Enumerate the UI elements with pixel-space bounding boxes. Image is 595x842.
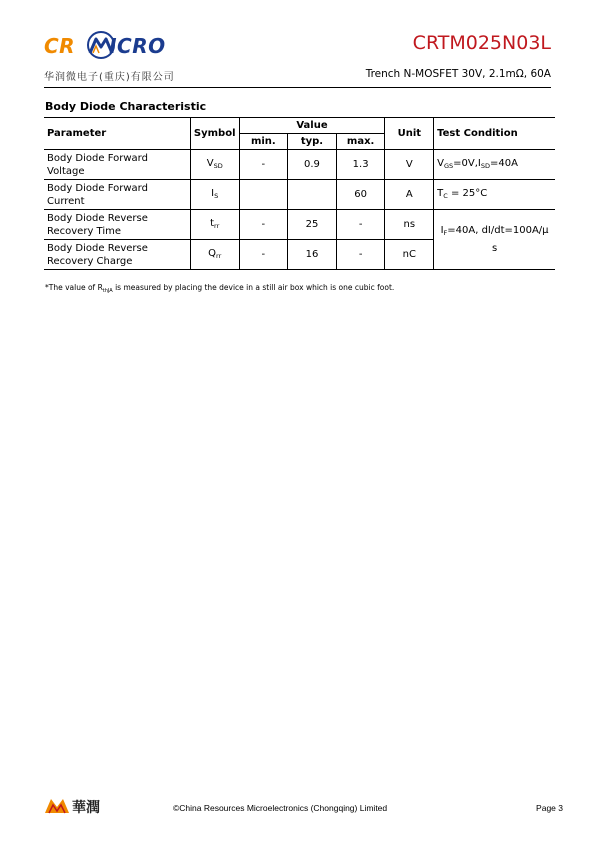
table-row — [44, 210, 555, 240]
cell-condition: $T_C = 25^\circ C$ — [434, 180, 555, 210]
cell-typ: 16 — [288, 240, 337, 270]
header-divider — [44, 87, 551, 88]
section-title: Body Diode Characteristic — [45, 100, 207, 113]
cell-condition: $I_F=40A$, dI/dt=100A/μ s — [434, 210, 555, 270]
header-symbol: Symbol — [190, 118, 239, 150]
cell-unit: V — [385, 150, 434, 180]
spec-table — [44, 117, 555, 270]
document-title: CRTM025N03L — [412, 32, 551, 54]
cell-max: 1.3 — [336, 150, 385, 180]
cell-typ: 0.9 — [288, 150, 337, 180]
cell-parameter: Body Diode Forward Current — [44, 180, 190, 210]
page-number: Page 3 — [536, 803, 563, 813]
logo-cr-text: CR — [44, 34, 76, 58]
cell-min: - — [239, 240, 288, 270]
cell-symbol: $t_{rr}$ — [190, 210, 239, 240]
cell-parameter: Body Diode Forward Voltage — [44, 150, 190, 180]
footer-logo — [44, 794, 104, 816]
cell-parameter: Body Diode Reverse Recovery Time — [44, 210, 190, 240]
header-typ: typ. — [288, 134, 337, 150]
cell-symbol: $I_S$ — [190, 180, 239, 210]
company-logo — [44, 30, 184, 62]
cell-symbol: $Q_{rr}$ — [190, 240, 239, 270]
document-subtitle: Trench N-MOSFET 30V, 2.1mΩ, 60A — [365, 68, 551, 80]
footer-company: ©China Resources Microelectronics (Chongqing) Limited — [173, 803, 388, 813]
header-value: Value — [239, 118, 385, 134]
logo-micro-text: ICRO — [109, 34, 166, 58]
footer-logo-text: 華潤 — [72, 800, 100, 816]
header-min: min. — [239, 134, 288, 150]
table-header-row — [44, 118, 555, 134]
cell-max: - — [336, 210, 385, 240]
page-header — [44, 30, 551, 90]
cell-condition: $V_{GS}=0V,I_{SD}=40A$ — [434, 150, 555, 180]
page-footer — [44, 794, 563, 818]
cell-symbol: $V_{SD}$ — [190, 150, 239, 180]
cell-typ: 25 — [288, 210, 337, 240]
cell-min: - — [239, 210, 288, 240]
cell-max: 60 — [336, 180, 385, 210]
table-row — [44, 180, 555, 210]
logo-m-icon — [84, 31, 118, 59]
footer-logo-icon — [44, 795, 70, 815]
cell-unit: ns — [385, 210, 434, 240]
cell-min: - — [239, 150, 288, 180]
cell-typ — [288, 180, 337, 210]
cell-unit: nC — [385, 240, 434, 270]
footnote: *The value of $R_{thJA}$ is measured by placing the device in a still air box which is one cubic foot. — [45, 283, 395, 294]
cell-unit: A — [385, 180, 434, 210]
header-test-condition: Test Condition — [434, 118, 555, 150]
cell-min — [239, 180, 288, 210]
cell-max: - — [336, 240, 385, 270]
company-name-chinese: 华润微电子(重庆)有限公司 — [44, 72, 175, 83]
header-max: max. — [336, 134, 385, 150]
table-row — [44, 150, 555, 180]
cell-parameter: Body Diode Reverse Recovery Charge — [44, 240, 190, 270]
header-parameter: Parameter — [44, 118, 190, 150]
header-unit: Unit — [385, 118, 434, 150]
